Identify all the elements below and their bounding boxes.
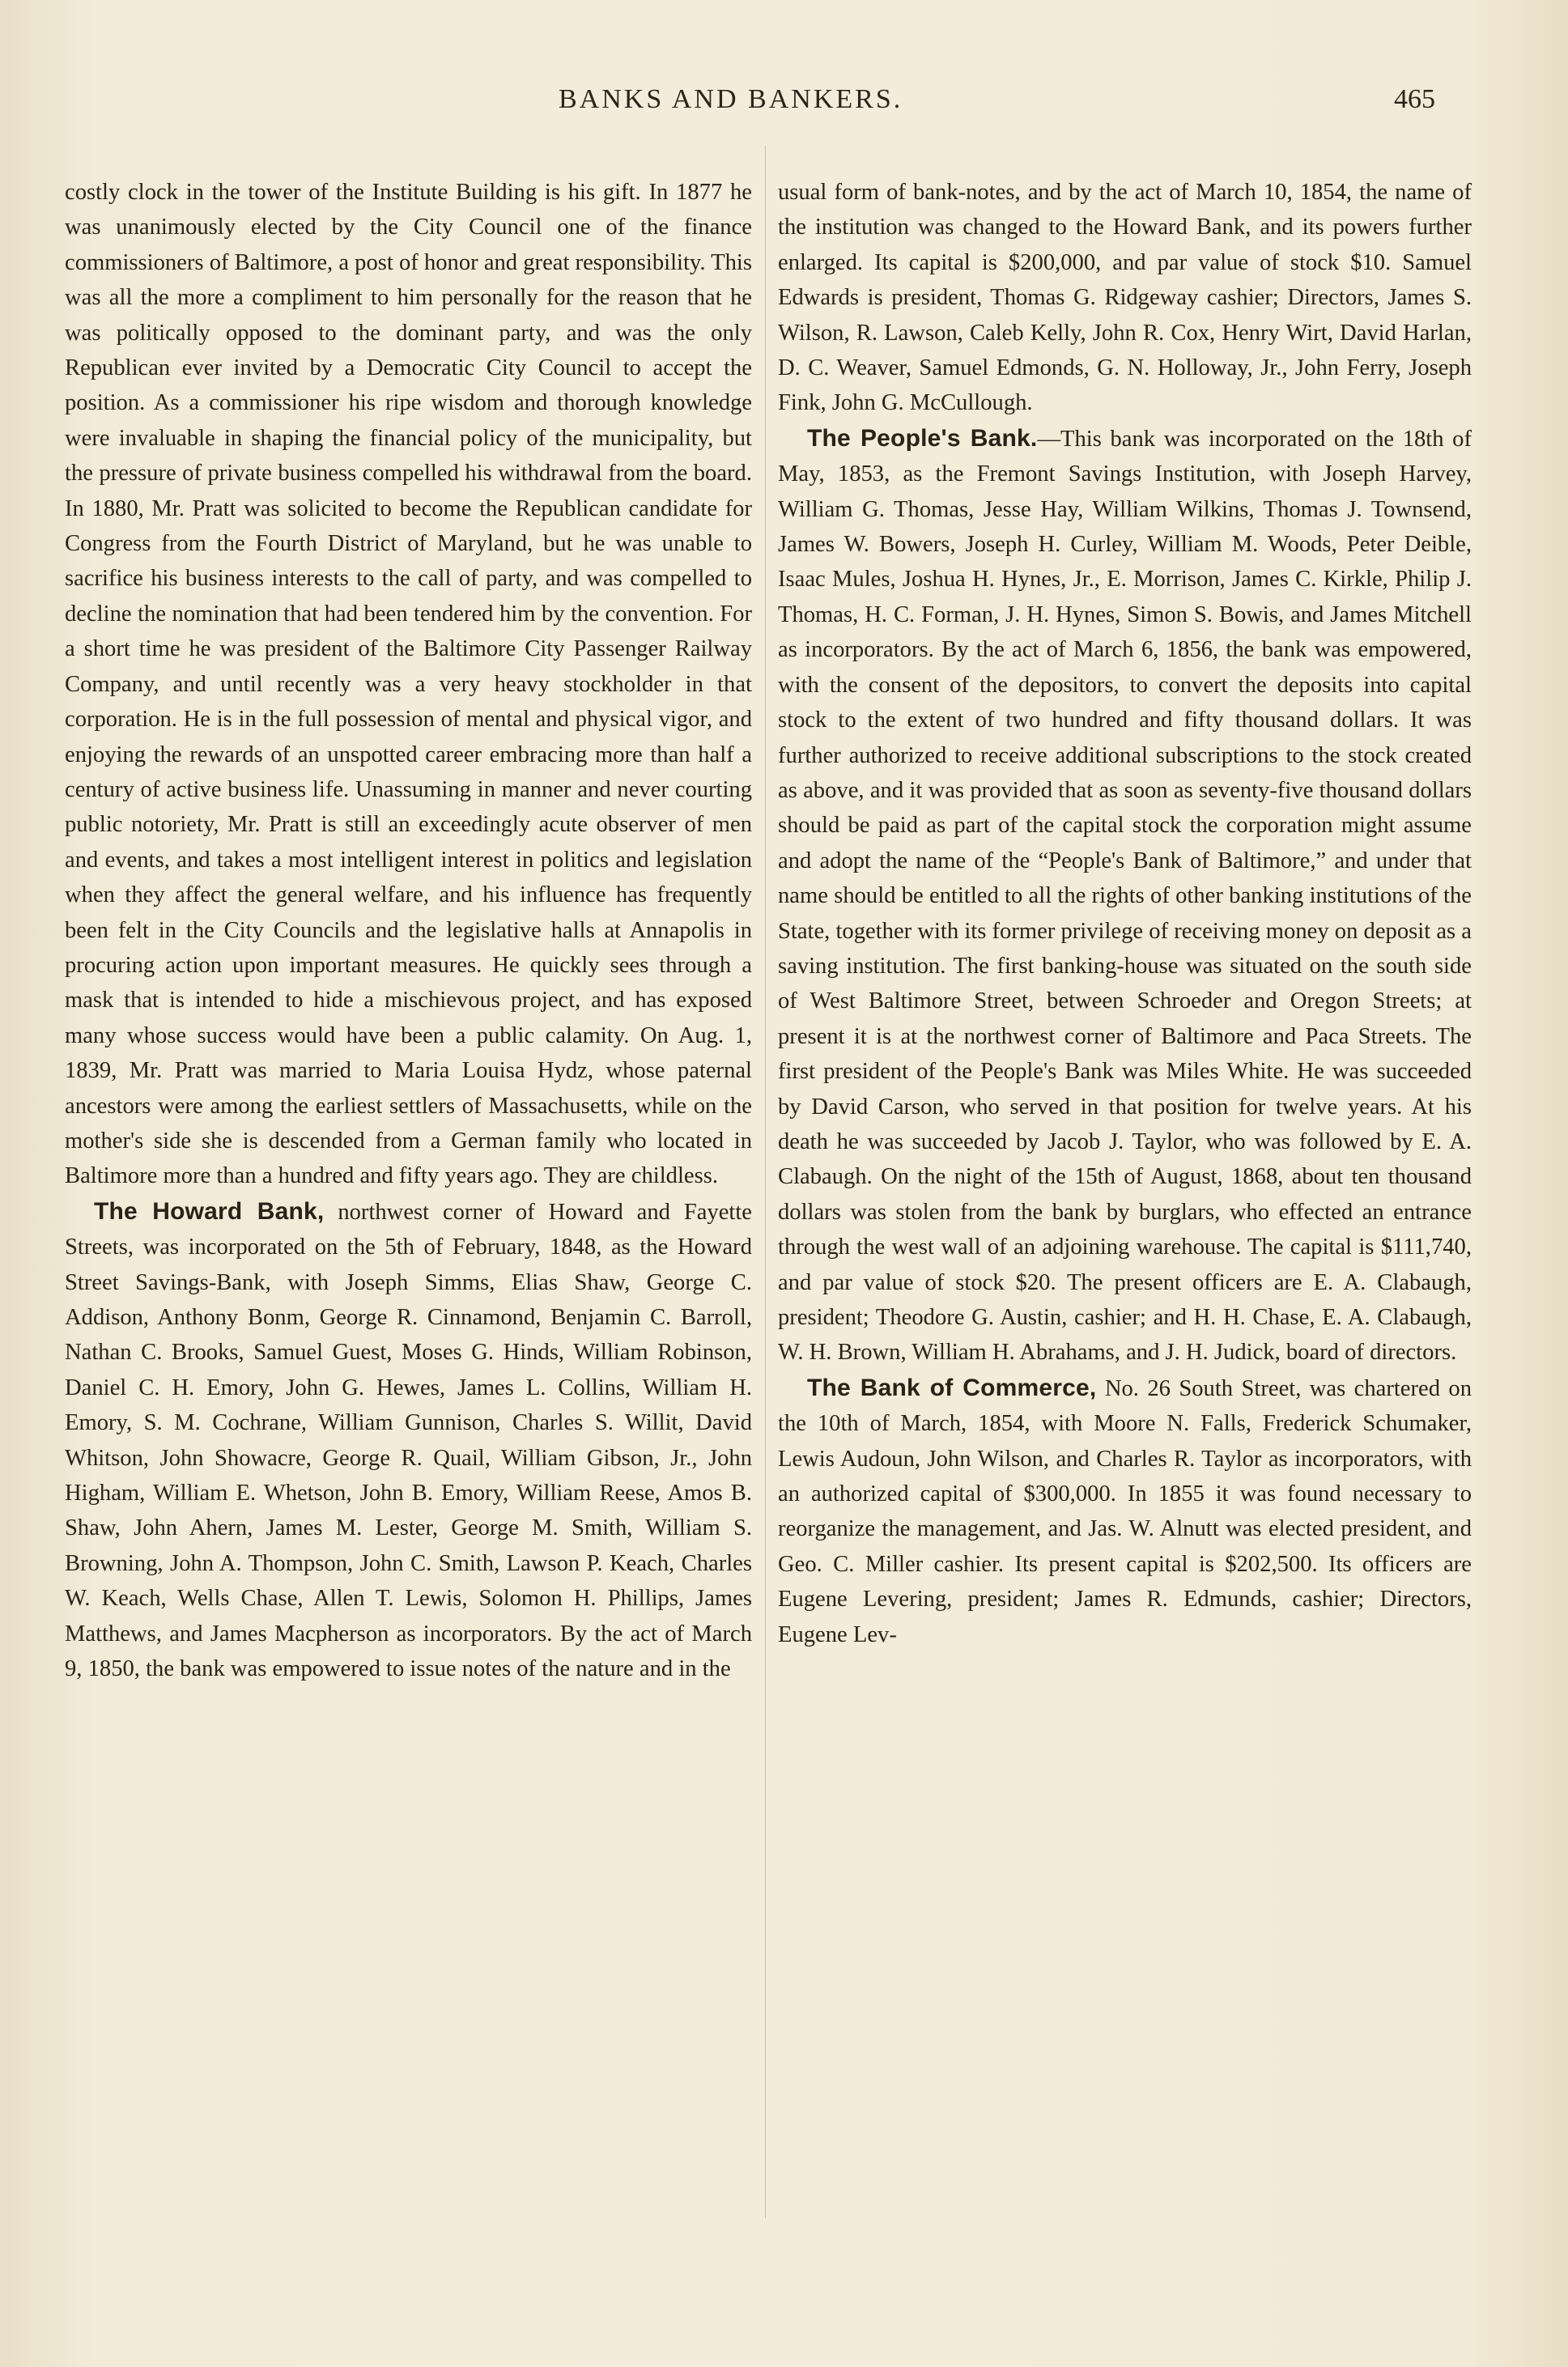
howard-bank-paragraph: [65, 1194, 752, 1687]
howard-bank-continuation-paragraph: usual form of bank-notes, and by the act of March 10, 1854, the name of the institution was changed to the Howard Bank, and its powers further enlarged. Its capital is $200,000, and par value of stock $10. Samuel Edwards is president, Thomas G. Ridgeway cashier; Directors, James S. Wilson, R. Lawson, Caleb Kelly, John R. Cox, Henry Wirt, David Harlan, D. C. Weaver, Samuel Edmonds, G. N. Holloway, Jr., John Ferry, Joseph Fink, John G. McCullough.: [778, 180, 1472, 416]
howard-bank-heading: The Howard Bank,: [94, 1197, 325, 1225]
running-title: BANKS AND BANKERS.: [559, 84, 903, 114]
page-number: 465: [1394, 84, 1435, 114]
peoples-bank-heading: The People's Bank.: [807, 424, 1038, 452]
left-column: [65, 175, 752, 2296]
bank-of-commerce-paragraph: [778, 1370, 1472, 1652]
peoples-bank-paragraph: [778, 421, 1472, 1370]
column-divider: [765, 146, 766, 2218]
peoples-bank-text: —This bank was incorporated on the 18th of May, 1853, as the Fremont Savings Institution, with Joseph Harvey, William G. Thomas, Jesse Hay, William Wilkins, Thomas J. Townsend, James W. Bowers, Joseph H. Curley, William M. Woods, Peter Deible, Isaac Mules, Joshua H. Hynes, Jr., E. Morrison, James C. Kirkle, Philip J. Thomas, H. C. Forman, J. H. Hynes, Simon S. Bowis, and James Mitchell as incorporators. By the act of March 6, 1856, the bank was empowered, with the consent of the depositors, to convert the deposits into capital stock to the extent of two hundred and fifty thousand dollars. It was further authorized to receive additional subscriptions to the stock created as above, and it was provided that as soon as seventy-five thousand dollars should be paid as part of the capital stock the corporation might assume and adopt the name of the “People's Bank of Baltimore,” and under that name should be entitled to all the rights of other banking institutions of the State, together with its former privilege of receiving money on deposit as a saving institution. The first banking-house was situated on the south side of West Baltimore Street, between Schroeder and Oregon Streets; at present it is at the northwest corner of Baltimore and Paca Streets. The first president of the People's Bank was Miles White. He was succeeded by David Carson, who served in that position for twelve years. At his death he was succeeded by Jacob J. Taylor, who was followed by E. A. Clabaugh. On the night of the 15th of August, 1868, about ten thousand dollars was stolen from the bank by burglars, who effected an entrance through the west wall of an adjoining warehouse. The capital is $111,740, and par value of stock $20. The present officers are E. A. Clabaugh, president; Theodore G. Austin, cashier; and H. H. Chase, E. A. Clabaugh, W. H. Brown, William H. Abrahams, and J. H. Judick, board of directors.: [778, 426, 1472, 1366]
pratt-biography-paragraph: costly clock in the tower of the Institute Building is his gift. In 1877 he was unanimously elected by the City Council one of the finance commissioners of Baltimore, a post of honor and great responsibility. This was all the more a compliment to him personally for the reason that he was politically opposed to the dominant party, and was the only Republican ever invited by a Democratic City Council to accept the position. As a commissioner his ripe wisdom and thorough knowledge were invaluable in shaping the financial policy of the municipality, but the pressure of private business compelled his withdrawal from the board. In 1880, Mr. Pratt was solicited to become the Republican candidate for Congress from the Fourth District of Maryland, but he was unable to sacrifice his business interests to the call of party, and was compelled to decline the nomination that had been tendered him by the convention. For a short time he was president of the Baltimore City Passenger Railway Company, and until recently was a very heavy stockholder in that corporation. He is in the full possession of mental and physical vigor, and enjoying the rewards of an unspotted career embracing more than half a century of active business life. Unassuming in manner and never courting public notoriety, Mr. Pratt is still an exceedingly acute observer of men and events, and takes a most intelligent interest in politics and legislation when they affect the general welfare, and his influence has frequently been felt in the City Councils and the legislative halls at Annapolis in procuring action upon important measures. He quickly sees through a mask that is intended to hide a mischievous project, and has exposed many whose success would have been a public calamity. On Aug. 1, 1839, Mr. Pratt was married to Maria Louisa Hydz, whose paternal ancestors were among the earliest settlers of Massachusetts, while on the mother's side she is descended from a German family who located in Baltimore more than a hundred and fifty years ago. They are childless.: [65, 180, 752, 1189]
bank-of-commerce-text: No. 26 South Street, was chartered on the 10th of March, 1854, with Moore N. Falls, Frederick Schumaker, Lewis Audoun, John Wilson, and Charles R. Taylor as incorporators, with an authorized capital of $300,000. In 1855 it was found necessary to reorganize the management, and Jas. W. Alnutt was elected president, and Geo. C. Miller cashier. Its present capital is $202,500. Its officers are Eugene Levering, president; James R. Edmunds, cashier; Directors, Eugene Lev-: [778, 1375, 1472, 1647]
right-column: [778, 175, 1472, 2296]
howard-bank-text: northwest corner of Howard and Fayette Streets, was incorporated on the 5th of February, 1848, as the Howard Street Savings-Bank, with Joseph Simms, Elias Shaw, George C. Addison, Anthony Bonm, George R. Cinnamond, Benjamin C. Barroll, Nathan C. Brooks, Samuel Guest, Moses G. Hinds, William Robinson, Daniel C. H. Emory, John G. Hewes, James L. Collins, William H. Emory, S. M. Cochrane, William Gunnison, Charles S. Willit, David Whitson, John Showacre, George R. Quail, William Gibson, Jr., John Higham, William E. Whetson, John B. Emory, William Reese, Amos B. Shaw, John Ahern, James M. Lester, George M. Smith, William S. Browning, John A. Thompson, John C. Smith, Lawson P. Keach, Charles W. Keach, Wells Chase, Allen T. Lewis, Solomon H. Phillips, James Matthews, and James Macpherson as incorporators. By the act of March 9, 1850, the bank was empowered to issue notes of the nature and in the: [65, 1199, 752, 1682]
page-header: [0, 84, 1568, 133]
bank-of-commerce-heading: The Bank of Commerce,: [807, 1374, 1097, 1401]
